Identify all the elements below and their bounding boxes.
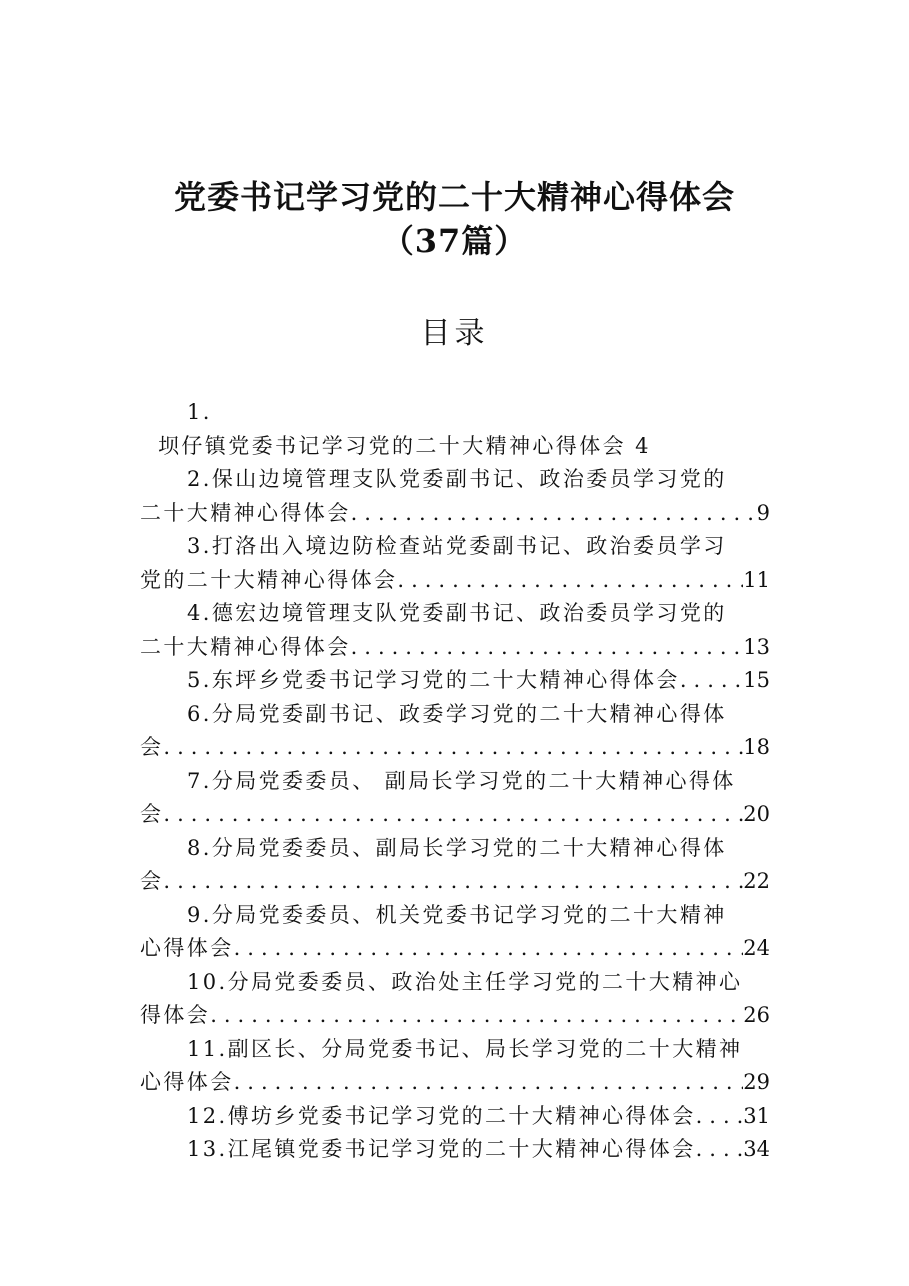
toc-entry-2-line1[interactable]: 2.保山边境管理支队党委副书记、政治委员学习党的	[187, 467, 727, 491]
toc-entry-page: 22	[743, 869, 770, 893]
toc-heading: 目录	[420, 316, 489, 351]
toc-entry-page: 31	[743, 1103, 770, 1128]
toc-entry-11[interactable]	[140, 1066, 770, 1100]
toc-entry-9-line1[interactable]: 9.分局党委委员、机关党委书记学习党的二十大精神	[187, 902, 727, 927]
toc-entry-8[interactable]	[140, 865, 770, 899]
leader-dots	[397, 564, 743, 598]
toc-entry-title: 坝仔镇党委书记学习党的二十大精神心得体会	[158, 433, 626, 458]
toc-entry-8-line1[interactable]: 8.分局党委委员、副局长学习党的二十大精神心得体	[187, 835, 727, 860]
toc-entry-12[interactable]	[140, 1100, 770, 1134]
toc-entry-1[interactable]	[140, 430, 770, 464]
toc-entry-page: 11	[743, 567, 770, 592]
toc-entry-title: 13.江尾镇党委书记学习党的二十大精神心得体会	[187, 1137, 696, 1161]
toc-entry-title: 得体会	[140, 1003, 211, 1027]
toc-entry-title: 会	[140, 802, 164, 826]
document-subtitle: （37篇）	[381, 222, 528, 260]
toc-entry-page: 34	[743, 1137, 770, 1161]
document-title: 党委书记学习党的二十大精神心得体会	[173, 178, 735, 216]
toc-entry-title: 心得体会	[140, 1070, 234, 1094]
toc-entry-title: 心得体会	[140, 936, 234, 960]
leader-dots	[163, 798, 743, 832]
toc-entry-6-line1[interactable]: 6.分局党委副书记、政委学习党的二十大精神心得体	[187, 701, 727, 726]
table-of-contents	[140, 396, 770, 1167]
toc-entry-title: 5.东坪乡党委书记学习党的二十大精神心得体会	[187, 668, 680, 692]
toc-entry-6[interactable]	[140, 731, 770, 765]
toc-entry-page: 29	[743, 1070, 770, 1094]
toc-entry-7[interactable]	[140, 798, 770, 832]
toc-entry-title: 二十大精神心得体会	[140, 634, 351, 659]
toc-entry-7-line1[interactable]: 7.分局党委委员、 副局长学习党的二十大精神心得体	[187, 768, 736, 793]
toc-entry-13[interactable]	[140, 1133, 770, 1167]
toc-entry-title: 党的二十大精神心得体会	[140, 567, 398, 592]
leader-dots	[351, 497, 757, 531]
toc-entry-page: 15	[743, 668, 770, 692]
leader-dots	[234, 1066, 744, 1100]
toc-entry-title: 会	[140, 869, 164, 893]
toc-entry-page: 4	[635, 433, 651, 458]
toc-entry-2[interactable]	[140, 497, 770, 531]
leader-dots	[234, 932, 744, 966]
leader-dots	[696, 1133, 744, 1167]
toc-entry-4[interactable]	[140, 631, 770, 665]
toc-entry-title: 二十大精神心得体会	[140, 500, 351, 525]
toc-entry-page: 24	[743, 936, 770, 960]
leader-dots	[680, 664, 743, 698]
toc-entry-title: 12.傅坊乡党委书记学习党的二十大精神心得体会	[187, 1103, 696, 1128]
toc-entry-11-line1[interactable]: 11.副区长、分局党委书记、局长学习党的二十大精神	[187, 1036, 743, 1061]
toc-entry-3-line1[interactable]: 3.打洛出入境边防检查站党委副书记、政治委员学习	[187, 534, 727, 558]
toc-entry-page: 18	[743, 735, 770, 759]
toc-entry-page: 13	[743, 634, 770, 659]
leader-dots	[210, 999, 743, 1033]
toc-entry-page: 26	[743, 1003, 770, 1027]
toc-entry-9[interactable]	[140, 932, 770, 966]
toc-entry-5[interactable]	[140, 664, 770, 698]
toc-entry-page: 20	[743, 802, 770, 826]
leader-dots	[163, 731, 743, 765]
toc-entry-10[interactable]	[140, 999, 770, 1033]
toc-entry-3[interactable]	[140, 564, 770, 598]
toc-entry-10-line1[interactable]: 10.分局党委委员、政治处主任学习党的二十大精神心	[187, 969, 743, 994]
leader-dots	[351, 631, 744, 665]
toc-entry-page: 9	[756, 500, 770, 525]
toc-entry-1-number: 1.	[187, 400, 212, 424]
leader-dots	[696, 1100, 744, 1134]
leader-dots	[163, 865, 743, 899]
toc-entry-title: 会	[140, 735, 164, 759]
toc-entry-4-line1[interactable]: 4.德宏边境管理支队党委副书记、政治委员学习党的	[187, 601, 727, 625]
